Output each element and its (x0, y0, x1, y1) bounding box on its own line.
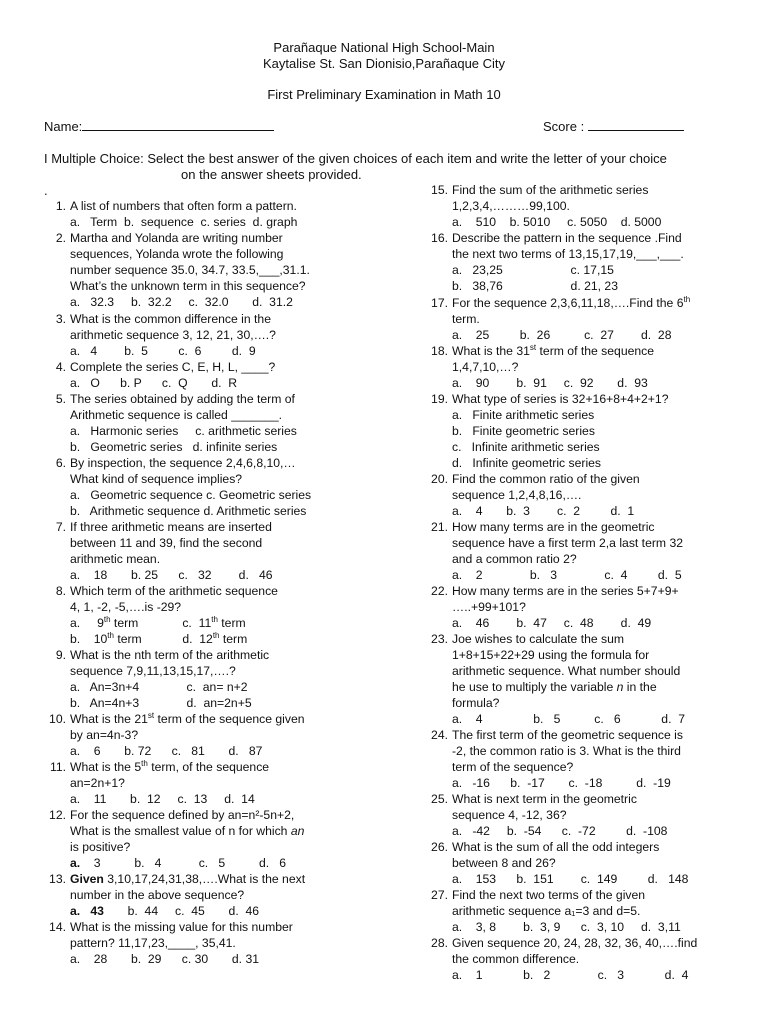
question-text-line: Given 3,10,17,24,31,38,….What is the next (70, 872, 306, 886)
question-text-line: arithmetic sequence a₁=3 and d=5. (452, 904, 641, 919)
question-text-line: For the sequence defined by an=n²-5n+2, (70, 808, 295, 822)
answer-choices: a. 3 b. 4 c. 5 d. 6 (70, 856, 287, 871)
question-text-line: sequence 4, -12, 36? (452, 808, 567, 823)
question-body (70, 711, 305, 759)
answer-choices: a. 90 b. 91 c. 92 d. 93 (452, 376, 648, 391)
question-body (452, 727, 683, 791)
answer-choices: a. -42 b. -54 c. -72 d. -108 (452, 824, 668, 839)
question-body (452, 887, 681, 935)
question-body (70, 919, 293, 967)
question-number: 16. (431, 231, 448, 245)
question-text-line: the next two terms of 13,15,17,19,___,___. (452, 247, 684, 262)
question-body (452, 471, 640, 519)
question-text-line: 1,2,3,4,………99,100. (452, 199, 570, 214)
exam-title: First Preliminary Examination in Math 10 (267, 87, 501, 102)
question-text-line: formula? (452, 696, 500, 711)
question-number: 1. (55, 199, 66, 213)
answer-choices: c. Infinite arithmetic series (452, 440, 600, 455)
question-number: 20. (431, 472, 448, 486)
question-text-line: Find the next two terms of the given (452, 888, 646, 902)
question-text-line: By inspection, the sequence 2,4,6,8,10,… (70, 456, 296, 470)
question-body (452, 343, 654, 391)
answer-choices: b. An=4n+3 d. an=2n+5 (70, 696, 252, 711)
question-number: 19. (431, 392, 448, 406)
answer-choices: a. Finite arithmetic series (452, 408, 595, 423)
question-body (70, 871, 305, 919)
answer-choices: b. Arithmetic sequence d. Arithmetic series (70, 504, 307, 519)
question-number: 7. (55, 520, 66, 534)
question-number: 13. (49, 872, 66, 886)
question-text-line: -2, the common ratio is 3. What is the third (452, 744, 681, 759)
question-text-line: Which term of the arithmetic sequence (70, 584, 278, 598)
question-text-line: the common difference. (452, 952, 580, 967)
question-text-line: he use to multiply the variable n in the (452, 680, 657, 695)
answer-choices: a. 9th term c. 11th term (70, 615, 246, 631)
question-text-line: What kind of sequence implies? (70, 472, 243, 487)
answer-choices: b. Geometric series d. infinite series (70, 440, 278, 455)
question-number: 15. (431, 183, 448, 197)
answer-choices: a. 32.3 b. 32.2 c. 32.0 d. 31.2 (70, 295, 293, 310)
answer-choices: a. 510 b. 5010 c. 5050 d. 5000 (452, 215, 662, 230)
name-field[interactable] (44, 119, 274, 135)
question-body (70, 759, 269, 807)
question-number: 12. (49, 808, 66, 822)
question-number: 22. (431, 584, 448, 598)
answer-choices: a. 4 b. 5 c. 6 d. 9 (70, 344, 256, 359)
question-text-line: How many terms are in the series 5+7+9+ (452, 584, 679, 598)
answer-choices: a. O b. P c. Q d. R (70, 376, 238, 391)
question-text-line: The first term of the geometric sequence is (452, 728, 683, 742)
name-label: Name: (44, 119, 83, 134)
question-text-line: What is the sum of all the odd integers (452, 840, 660, 854)
question-text-line: What is next term in the geometric (452, 792, 637, 806)
question-text-line: Joe wishes to calculate the sum (452, 632, 625, 646)
question-text-line: Find the common ratio of the given (452, 472, 640, 486)
instructions-line-1: I Multiple Choice: Select the best answer of the given choices of each item and write the letter of your choice (44, 151, 667, 166)
question-text-line: Describe the pattern in the sequence .Find (452, 231, 682, 245)
question-text-line: between 8 and 26? (452, 856, 556, 871)
question-number: 24. (431, 728, 448, 742)
question-number: 6. (55, 456, 66, 470)
school-address: Kaytalise St. San Dionisio,Parañaque City (262, 56, 506, 71)
question-text-line: What is the nth term of the arithmetic (70, 648, 270, 662)
question-text-line: What is the 5th term, of the sequence (70, 758, 270, 774)
question-body (70, 455, 311, 519)
question-number: 2. (55, 231, 66, 245)
name-blank[interactable] (82, 119, 274, 131)
answer-choices: a. Geometric sequence c. Geometric series (70, 488, 312, 503)
question-body (452, 839, 688, 887)
question-text-line: an=2n+1? (70, 776, 125, 791)
question-body (452, 631, 685, 727)
question-body (452, 583, 679, 631)
question-body (70, 647, 269, 711)
answer-choices: a. 4 b. 5 c. 6 d. 7 (452, 712, 686, 727)
answer-choices: a. 25 b. 26 c. 27 d. 28 (452, 328, 672, 343)
answer-choices: a. 3, 8 b. 3, 9 c. 3, 10 d. 3,11 (452, 920, 681, 935)
answer-choices: d. Infinite geometric series (452, 456, 602, 471)
question-text-line: term. (452, 312, 480, 327)
question-text-line: number in the above sequence? (70, 888, 245, 903)
question-text-line: and a common ratio 2? (452, 552, 577, 567)
answer-choices: a. 46 b. 47 c. 48 d. 49 (452, 616, 652, 631)
question-text-line: Given sequence 20, 24, 28, 32, 36, 40,….find (452, 936, 698, 950)
question-text-line: arithmetic sequence. What number should (452, 664, 681, 679)
question-body (70, 807, 304, 871)
question-text-line: arithmetic mean. (70, 552, 161, 567)
answer-choices: a. 18 b. 25 c. 32 d. 46 (70, 568, 273, 583)
question-number: 25. (431, 792, 448, 806)
question-text-line: between 11 and 39, find the second (70, 536, 263, 551)
question-number: 26. (431, 840, 448, 854)
question-text-line: What’s the unknown term in this sequence? (70, 279, 306, 294)
question-text-line: is positive? (70, 840, 131, 855)
answer-choices: a. 43 b. 44 c. 45 d. 46 (70, 904, 260, 919)
question-body (452, 182, 661, 230)
question-number: 3. (55, 312, 66, 326)
question-body (452, 519, 683, 583)
question-text-line: term of the sequence? (452, 760, 574, 775)
answer-choices: a. Harmonic series c. arithmetic series (70, 424, 297, 439)
question-text-line: How many terms are in the geometric (452, 520, 655, 534)
answer-choices: b. Finite geometric series (452, 424, 595, 439)
score-field[interactable] (543, 119, 684, 135)
question-text-line: sequence 7,9,11,13,15,17,….? (70, 664, 236, 679)
question-body (70, 359, 275, 391)
score-blank[interactable] (588, 119, 684, 131)
answer-choices: a. An=3n+4 c. an= n+2 (70, 680, 248, 695)
instructions-line-2: on the answer sheets provided. (181, 167, 362, 182)
question-number: 17. (431, 296, 448, 310)
answer-choices: a. 28 b. 29 c. 30 d. 31 (70, 952, 260, 967)
question-text-line: sequences, Yolanda wrote the following (70, 247, 284, 262)
question-text-line: by an=4n-3? (70, 728, 139, 743)
question-number: 14. (49, 920, 66, 934)
question-text-line: What type of series is 32+16+8+4+2+1? (452, 392, 669, 406)
question-text-line: 1,4,7,10,…? (452, 360, 519, 375)
question-text-line: What is the common difference in the (70, 312, 271, 326)
question-body (452, 230, 684, 294)
question-text-line: Complete the series C, E, H, L, ____? (70, 360, 276, 374)
question-text-line: 4, 1, -2, -5,….is -29? (70, 600, 182, 615)
question-text-line: number sequence 35.0, 34.7, 33.5,___,31.1. (70, 263, 310, 278)
question-text-line: pattern? 11,17,23,____, 35,41. (70, 936, 236, 951)
answer-choices: b. 38,76 d. 21, 23 (452, 279, 618, 294)
question-text-line: Arithmetic sequence is called _______. (70, 408, 283, 423)
question-text-line: …..+99+101? (452, 600, 526, 615)
answer-choices: a. -16 b. -17 c. -18 d. -19 (452, 776, 671, 791)
question-body (70, 311, 276, 359)
question-text-line: A list of numbers that often form a pattern. (70, 199, 297, 213)
question-text-line: Martha and Yolanda are writing number (70, 231, 283, 245)
question-text-line: sequence have a first term 2,a last term 32 (452, 536, 683, 551)
question-text-line: What is the 31st term of the sequence (452, 342, 655, 358)
question-text-line: If three arithmetic means are inserted (70, 520, 272, 534)
question-body (70, 198, 297, 230)
question-number: 9. (55, 648, 66, 662)
question-body (452, 391, 668, 471)
question-body (452, 935, 697, 983)
school-name: Parañaque National High School-Main (273, 40, 495, 55)
stray-dot: . (44, 183, 48, 198)
question-body (70, 391, 297, 455)
answer-choices: a. 11 b. 12 c. 13 d. 14 (70, 792, 255, 807)
answer-choices: a. 153 b. 151 c. 149 d. 148 (452, 872, 689, 887)
question-text-line: sequence 1,2,4,8,16,…. (452, 488, 582, 503)
question-number: 11. (49, 760, 66, 774)
question-number: 10. (49, 712, 66, 726)
question-text-line: What is the smallest value of n for which an (70, 824, 305, 839)
question-text-line: For the sequence 2,3,6,11,18,….Find the 6th (452, 294, 691, 310)
question-number: 21. (431, 520, 448, 534)
question-text-line: arithmetic sequence 3, 12, 21, 30,….? (70, 328, 276, 343)
question-text-line: The series obtained by adding the term of (70, 392, 295, 406)
question-number: 27. (431, 888, 448, 902)
question-number: 4. (55, 360, 66, 374)
question-body (452, 791, 667, 839)
question-number: 5. (55, 392, 66, 406)
question-number: 23. (431, 632, 448, 646)
question-number: 28. (431, 936, 448, 950)
question-body (70, 230, 310, 310)
question-number: 18. (431, 344, 448, 358)
question-text-line: Find the sum of the arithmetic series (452, 183, 649, 197)
answer-choices: a. 23,25 c. 17,15 (452, 263, 614, 278)
answer-choices: a. 6 b. 72 c. 81 d. 87 (70, 744, 263, 759)
score-label: Score : (543, 119, 585, 134)
question-body (70, 519, 273, 583)
question-text-line: 1+8+15+22+29 using the formula for (452, 648, 650, 663)
answer-choices: b. 10th term d. 12th term (70, 631, 248, 647)
question-number: 8. (55, 584, 66, 598)
question-body (70, 583, 278, 647)
question-body (452, 295, 690, 343)
answer-choices: a. 4 b. 3 c. 2 d. 1 (452, 504, 635, 519)
question-text-line: What is the 21st term of the sequence given (70, 710, 305, 726)
question-text-line: What is the missing value for this number (70, 920, 293, 934)
answer-choices: a. 1 b. 2 c. 3 d. 4 (452, 968, 689, 983)
answer-choices: a. 2 b. 3 c. 4 d. 5 (452, 568, 682, 583)
answer-choices: a. Term b. sequence c. series d. graph (70, 215, 298, 230)
